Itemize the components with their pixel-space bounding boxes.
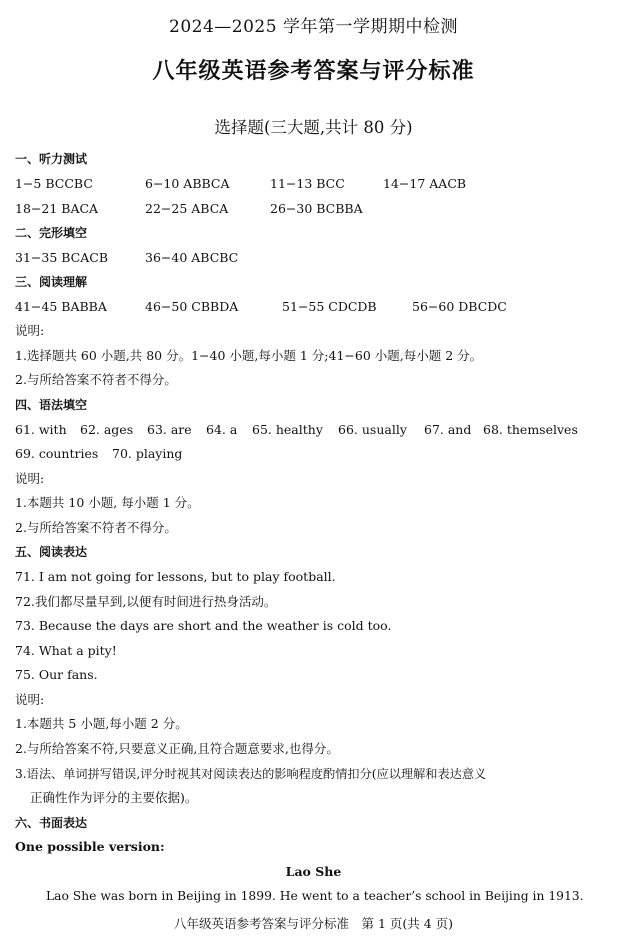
- answer-item: 63. are: [147, 422, 192, 437]
- answer-line: 73. Because the days are short and the weather is cold too.: [15, 618, 392, 633]
- note-line: 3.语法、单词拼写错误,评分时视其对阅读表达的影响程度酌情扣分(应以理解和表达意义: [15, 767, 487, 781]
- section-heading-writing: 六、书面表达: [15, 816, 88, 830]
- document-title: 八年级英语参考答案与评分标准: [152, 59, 475, 84]
- answer-item: 66. usually: [338, 422, 407, 437]
- page-footer: 八年级英语参考答案与评分标准 第 1 页(共 4 页): [173, 916, 454, 931]
- answer-group: 11−13 BCC: [270, 176, 345, 191]
- answer-item: 64. a: [206, 422, 238, 437]
- note-label: 说明:: [15, 323, 45, 338]
- note-line: 2.与所给答案不符,只要意义正确,且符合题意要求,也得分。: [15, 741, 339, 756]
- version-label: One possible version:: [15, 839, 165, 854]
- answer-item: 70. playing: [112, 446, 183, 461]
- answer-item: 65. healthy: [252, 422, 323, 437]
- answer-group: 6−10 ABBCA: [145, 176, 230, 191]
- section-heading-reading: 三、阅读理解: [15, 275, 88, 289]
- answer-group: 51−55 CDCDB: [282, 299, 377, 314]
- answer-line: 71. I am not going for lessons, but to play football.: [15, 569, 336, 584]
- section-heading-grammar: 四、语法填空: [15, 398, 88, 412]
- essay-title: Lao She: [285, 864, 342, 879]
- note-line: 2.与所给答案不符者不得分。: [15, 520, 177, 535]
- note-label: 说明:: [15, 692, 45, 707]
- answer-item: 62. ages: [80, 422, 134, 437]
- section-heading-reading-expression: 五、阅读表达: [15, 545, 88, 559]
- answer-group: 1−5 BCCBC: [15, 176, 93, 191]
- answer-item: 67. and: [424, 422, 472, 437]
- answer-group: 36−40 ABCBC: [145, 250, 239, 265]
- section-heading-listening: 一、听力测试: [15, 152, 88, 166]
- answer-group: 26−30 BCBBA: [270, 201, 363, 216]
- term-heading: 2024—2025 学年第一学期期中检测: [169, 17, 458, 37]
- essay-line: Lao She was born in Beijing in 1899. He went to a teacher’s school in Beijing in 1913.: [46, 889, 584, 903]
- note-line: 2.与所给答案不符者不得分。: [15, 372, 177, 387]
- answer-item: 68. themselves: [483, 422, 578, 437]
- answer-item: 61. with: [15, 422, 67, 437]
- answer-line: 72.我们都尽量早到,以便有时间进行热身活动。: [15, 594, 277, 609]
- answer-group: 31−35 BCACB: [15, 250, 109, 265]
- note-line: 1.本题共 5 小题,每小题 2 分。: [15, 716, 188, 731]
- answer-item: 69. countries: [15, 446, 99, 461]
- answer-group: 18−21 BACA: [15, 201, 99, 216]
- note-line: 1.本题共 10 小题, 每小题 1 分。: [15, 495, 200, 510]
- note-line: 1.选择题共 60 小题,共 80 分。1−40 小题,每小题 1 分;41−60 小题,每小题 2 分。: [15, 348, 483, 363]
- answer-line: 75. Our fans.: [15, 667, 98, 682]
- answer-line: 74. What a pity!: [15, 643, 117, 658]
- section-heading-cloze: 二、完形填空: [15, 226, 88, 240]
- answer-group: 46−50 CBBDA: [145, 299, 239, 314]
- note-label: 说明:: [15, 471, 45, 486]
- answer-group: 56−60 DBCDC: [412, 299, 507, 314]
- answer-group: 22−25 ABCA: [145, 201, 229, 216]
- answer-group: 14−17 AACB: [383, 176, 467, 191]
- note-line: 正确性作为评分的主要依据)。: [30, 790, 198, 805]
- section-subtitle: 选择题(三大题,共计 80 分): [214, 118, 413, 137]
- answer-group: 41−45 BABBA: [15, 299, 107, 314]
